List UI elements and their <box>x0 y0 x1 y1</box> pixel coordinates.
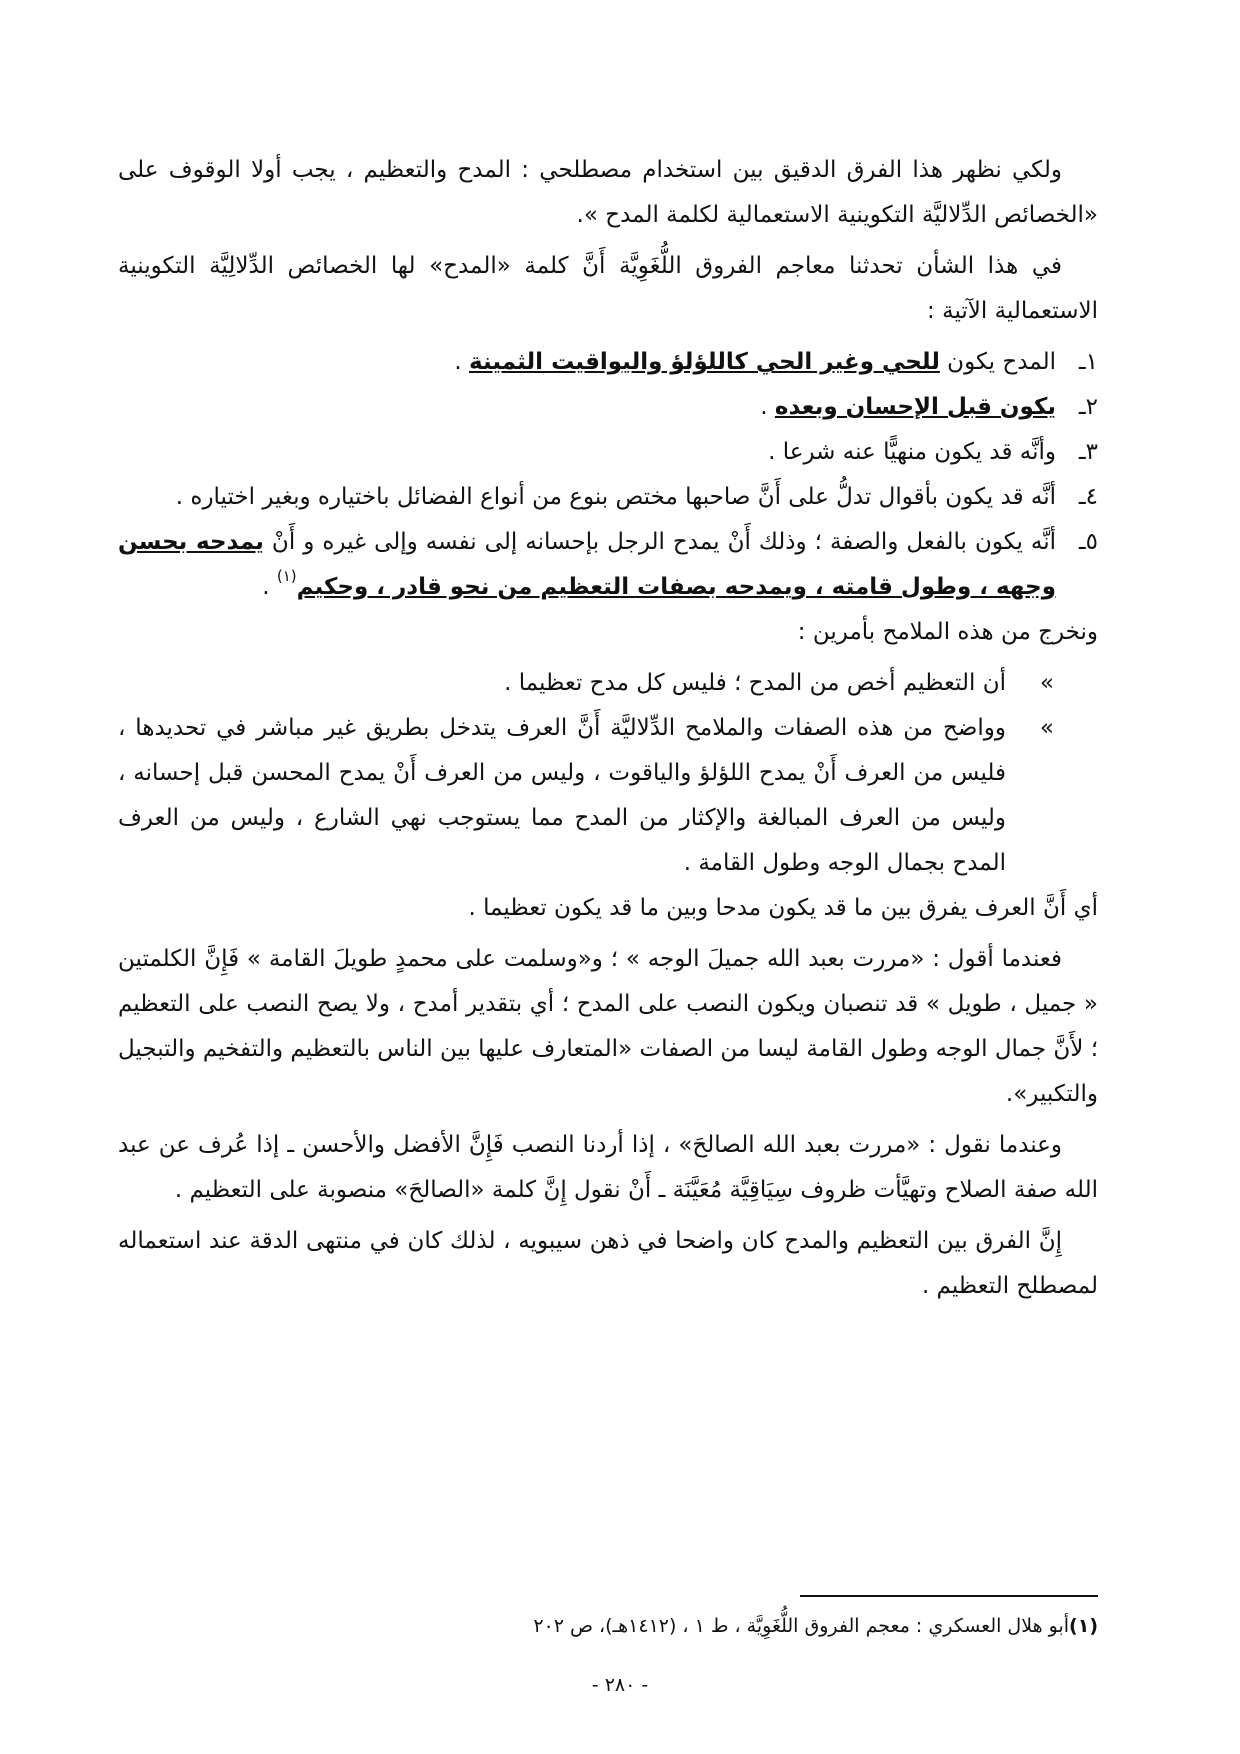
list-marker: ٥ـ <box>1078 529 1098 555</box>
bullet-marker: » <box>1039 670 1054 696</box>
list-item-1 <box>118 340 1098 385</box>
item-text-end: . <box>454 349 470 375</box>
page-number: - ٢٨٠ - <box>591 1674 649 1696</box>
list-item-2 <box>118 385 1098 430</box>
item-emphasis: للحي وغير الحي كاللؤلؤ واليواقيت الثمينة <box>469 349 940 375</box>
item-text: المدح يكون <box>939 349 1056 375</box>
bullet-text: وواضح من هذه الصفات والملامح الدِّلاليَّة أَنَّ العرف يتدخل بطريق غير مباشر في تحديدها ، فليس من العرف أَنْ يمدح اللؤلؤ والياقوت ، وليس من العرف أَنْ يمدح المحسن قبل إحسانه ، وليس من العرف المبالغة والإكثار من المدح مما يستوجب نهي الشارع ، وليس من العرف المدح بجمال الوجه وطول القامة . <box>118 715 1006 876</box>
footnote-divider <box>800 1595 1098 1597</box>
item-text: وأنَّه قد يكون منهيًّا عنه شرعا . <box>768 439 1056 465</box>
list-item-3 <box>118 430 1098 475</box>
bullet-list <box>118 661 1098 886</box>
list-item-4 <box>118 475 1098 520</box>
main-text <box>118 148 1098 1315</box>
bullet-item-2 <box>118 706 1054 886</box>
numbered-list <box>118 340 1098 610</box>
bullet-item-1 <box>118 661 1054 706</box>
item-emphasis: يمدحه بحسن وجهه ، وطول قامته ، ويمدحه بصفات التعظيم من نحو قادر ، وحكيم <box>118 529 1056 600</box>
item-emphasis: يكون قبل الإحسان وبعده <box>774 394 1056 420</box>
footnote-reference[interactable]: (١) <box>276 567 297 586</box>
paragraph-custom: أي أَنَّ العرف يفرق بين ما قد يكون مدحا وبين ما قد يكون تعظيما . <box>468 895 1098 921</box>
bullet-text: أن التعظيم أخص من المدح ؛ فليس كل مدح تعظيما . <box>504 670 1006 696</box>
paragraph-example-2: وعندما نقول : «مررت بعبد الله الصالحَ» ، إذا أردنا النصب فَإِنَّ الأفضل والأحسن ـ إذا عُرف عن عبد الله صفة الصلاح وتهيَّأت ظروف سِيَاقِيَّة مُعَيَّنَة ـ أَنْ نقول إِنَّ كلمة «الصالحَ» منصوبة على التعظيم . <box>118 1132 1098 1203</box>
list-marker: ٢ـ <box>1078 394 1098 420</box>
paragraph-intro: ولكي نظهر هذا الفرق الدقيق بين استخدام مصطلحي : المدح والتعظيم ، يجب أولا الوقوف على «الخصائص الدِّلاليَّة التكوينية الاستعمالية لكلمة المدح ». <box>118 157 1098 228</box>
footnote-number: (١) <box>1069 1615 1098 1637</box>
item-text-end: . <box>760 394 775 420</box>
list-marker: ٤ـ <box>1078 484 1098 510</box>
list-marker: ٣ـ <box>1078 439 1098 465</box>
footnote-text: أبو هلال العسكري : معجم الفروق اللُّغَوِيَّة ، ط ١ ، (١٤١٢هـ)، ص ٢٠٢ <box>533 1615 1070 1637</box>
paragraph-example-1: فعندما أقول : «مررت بعبد الله جميلَ الوجه » ؛ و«وسلمت على محمدٍ طويلَ القامة » فَإِنَّ الكلمتين « جميل ، طويل » قد تنصبان ويكون النصب على المدح ؛ أي بتقدير أمدح ، ولا يصح النصب على التعظيم ؛ لأَنَّ جمال الوجه وطول القامة ليسا من الصفات «المتعارف عليها بين الناس بالتعظيم والتفخيم والتبجيل والتكبير». <box>118 946 1098 1107</box>
paragraph-two-points: ونخرج من هذه الملامح بأمرين : <box>797 619 1098 645</box>
list-item-5 <box>118 520 1098 610</box>
item-text: أنَّه قد يكون بأقوال تدلُّ على أَنَّ صاحبها مختص بنوع من أنواع الفضائل باختياره وبغير اختياره . <box>175 484 1056 510</box>
item-text-end: . <box>262 574 277 600</box>
paragraph-dictionaries: في هذا الشأن تحدثنا معاجم الفروق اللُّغَوِيَّة أَنَّ كلمة «المدح» لها الخصائص الدِّلالِيَّة التكوينية الاستعمالية الآتية : <box>118 253 1098 324</box>
bullet-marker: » <box>1039 715 1054 741</box>
list-marker: ١ـ <box>1078 349 1098 375</box>
paragraph-sibawayh: إِنَّ الفرق بين التعظيم والمدح كان واضحا في ذهن سيبويه ، لذلك كان في منتهى الدقة عند استعماله لمصطلح التعظيم . <box>118 1228 1098 1299</box>
footnote <box>118 1610 1098 1642</box>
item-text: أنَّه يكون بالفعل والصفة ؛ وذلك أَنْ يمدح الرجل بإحسانه إلى نفسه وإلى غيره و أَنْ <box>263 529 1057 555</box>
